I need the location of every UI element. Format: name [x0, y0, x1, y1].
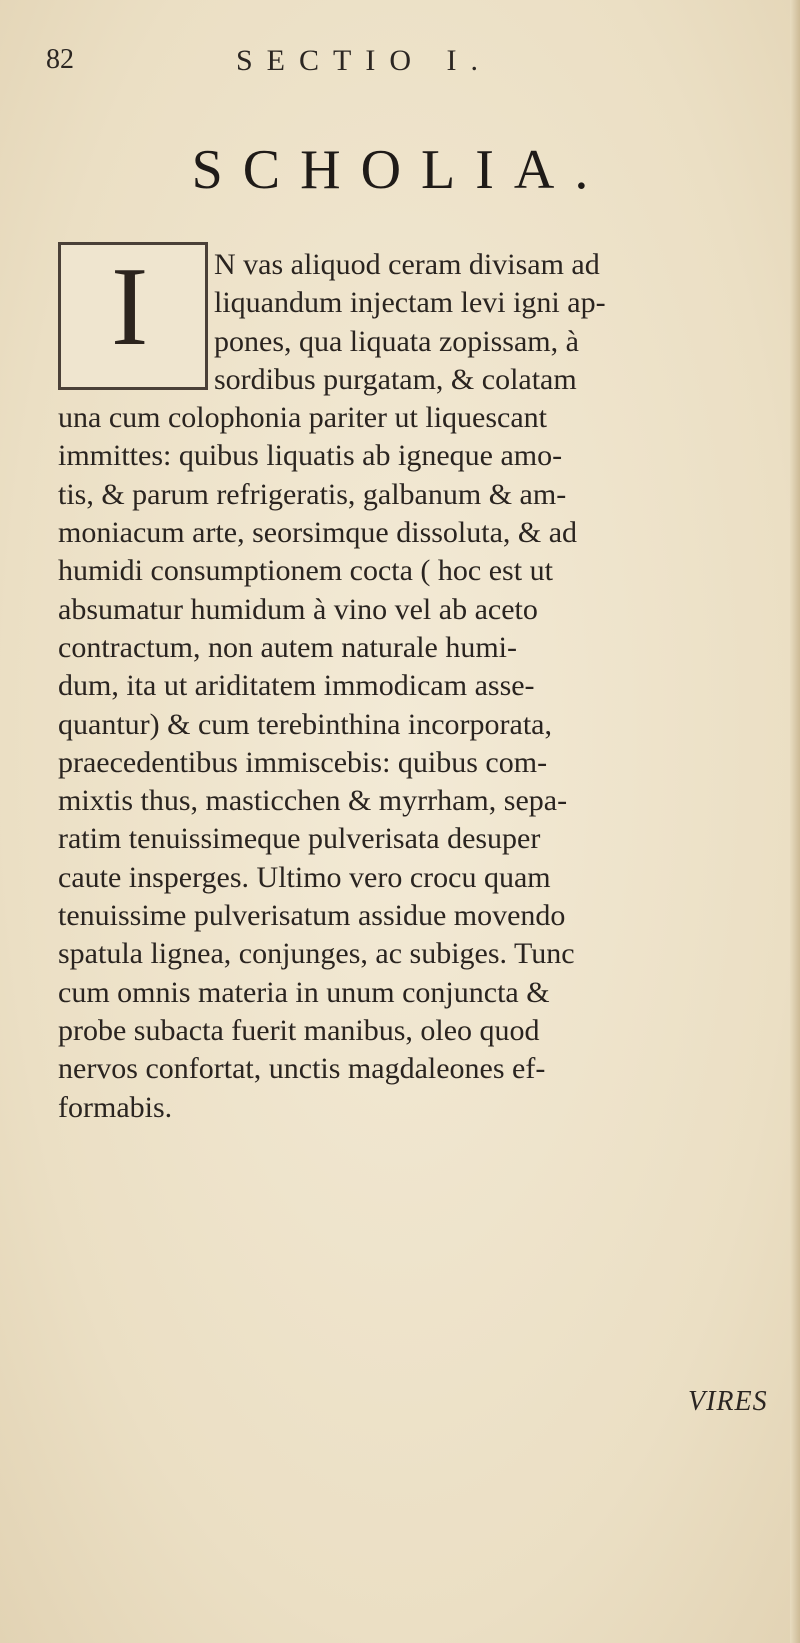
- text-line: formabis.: [58, 1090, 173, 1124]
- text-line: probe subacta fuerit manibus, oleo quod: [58, 1013, 540, 1047]
- text-line: ratim tenuissimeque pulverisata desuper: [58, 822, 541, 856]
- text-line: absumatur humidum à vino vel ab aceto: [58, 592, 538, 626]
- text-line: moniacum arte, seorsimque dissoluta, & ad: [58, 516, 578, 550]
- text-line: contractum, non autem naturale humi-: [58, 630, 518, 664]
- text-line: tis, & parum refrigeratis, galbanum & am-: [58, 477, 567, 511]
- text-line: immittes: quibus liquatis ab igneque amo-: [58, 439, 563, 473]
- text-line: tenuissime pulverisatum assidue movendo: [58, 899, 566, 933]
- running-head: [46, 44, 686, 84]
- text-line: N vas aliquod ceram divisam ad: [214, 248, 600, 281]
- text-line: nervos confortat, unctis magdaleones ef-: [58, 1052, 546, 1086]
- text-line: dum, ita ut ariditatem immodicam asse-: [58, 669, 535, 703]
- text-line: caute insperges. Ultimo vero crocu quam: [58, 860, 551, 894]
- initial-letter: I: [111, 245, 149, 369]
- text-line: pones, qua liquata zopissam, à: [214, 324, 579, 358]
- text-line: sordibus purgatam, & colatam: [214, 362, 577, 396]
- scholia-heading: SCHOLIA.: [191, 139, 609, 201]
- text-line: cum omnis materia in unum conjuncta &: [58, 975, 550, 1009]
- page-number: 82: [46, 44, 74, 75]
- text-line: spatula lignea, conjunges, ac subiges. Tunc: [58, 937, 575, 971]
- body-text: [58, 246, 792, 1127]
- text-line: liquandum injectam levi igni ap-: [214, 286, 606, 320]
- text-line: humidi consumptionem cocta ( hoc est ut: [58, 554, 553, 588]
- catchword: VIRES: [688, 1386, 768, 1417]
- text-line: quantur) & cum terebinthina incorporata,: [58, 707, 552, 741]
- text-line: praecedentibus immiscebis: quibus com-: [58, 745, 548, 779]
- text-line: mixtis thus, masticchen & myrrham, sepa-: [58, 784, 568, 818]
- text-line: una cum colophonia pariter ut liquescant: [58, 401, 548, 435]
- section-title: SECTIO I.: [236, 44, 492, 77]
